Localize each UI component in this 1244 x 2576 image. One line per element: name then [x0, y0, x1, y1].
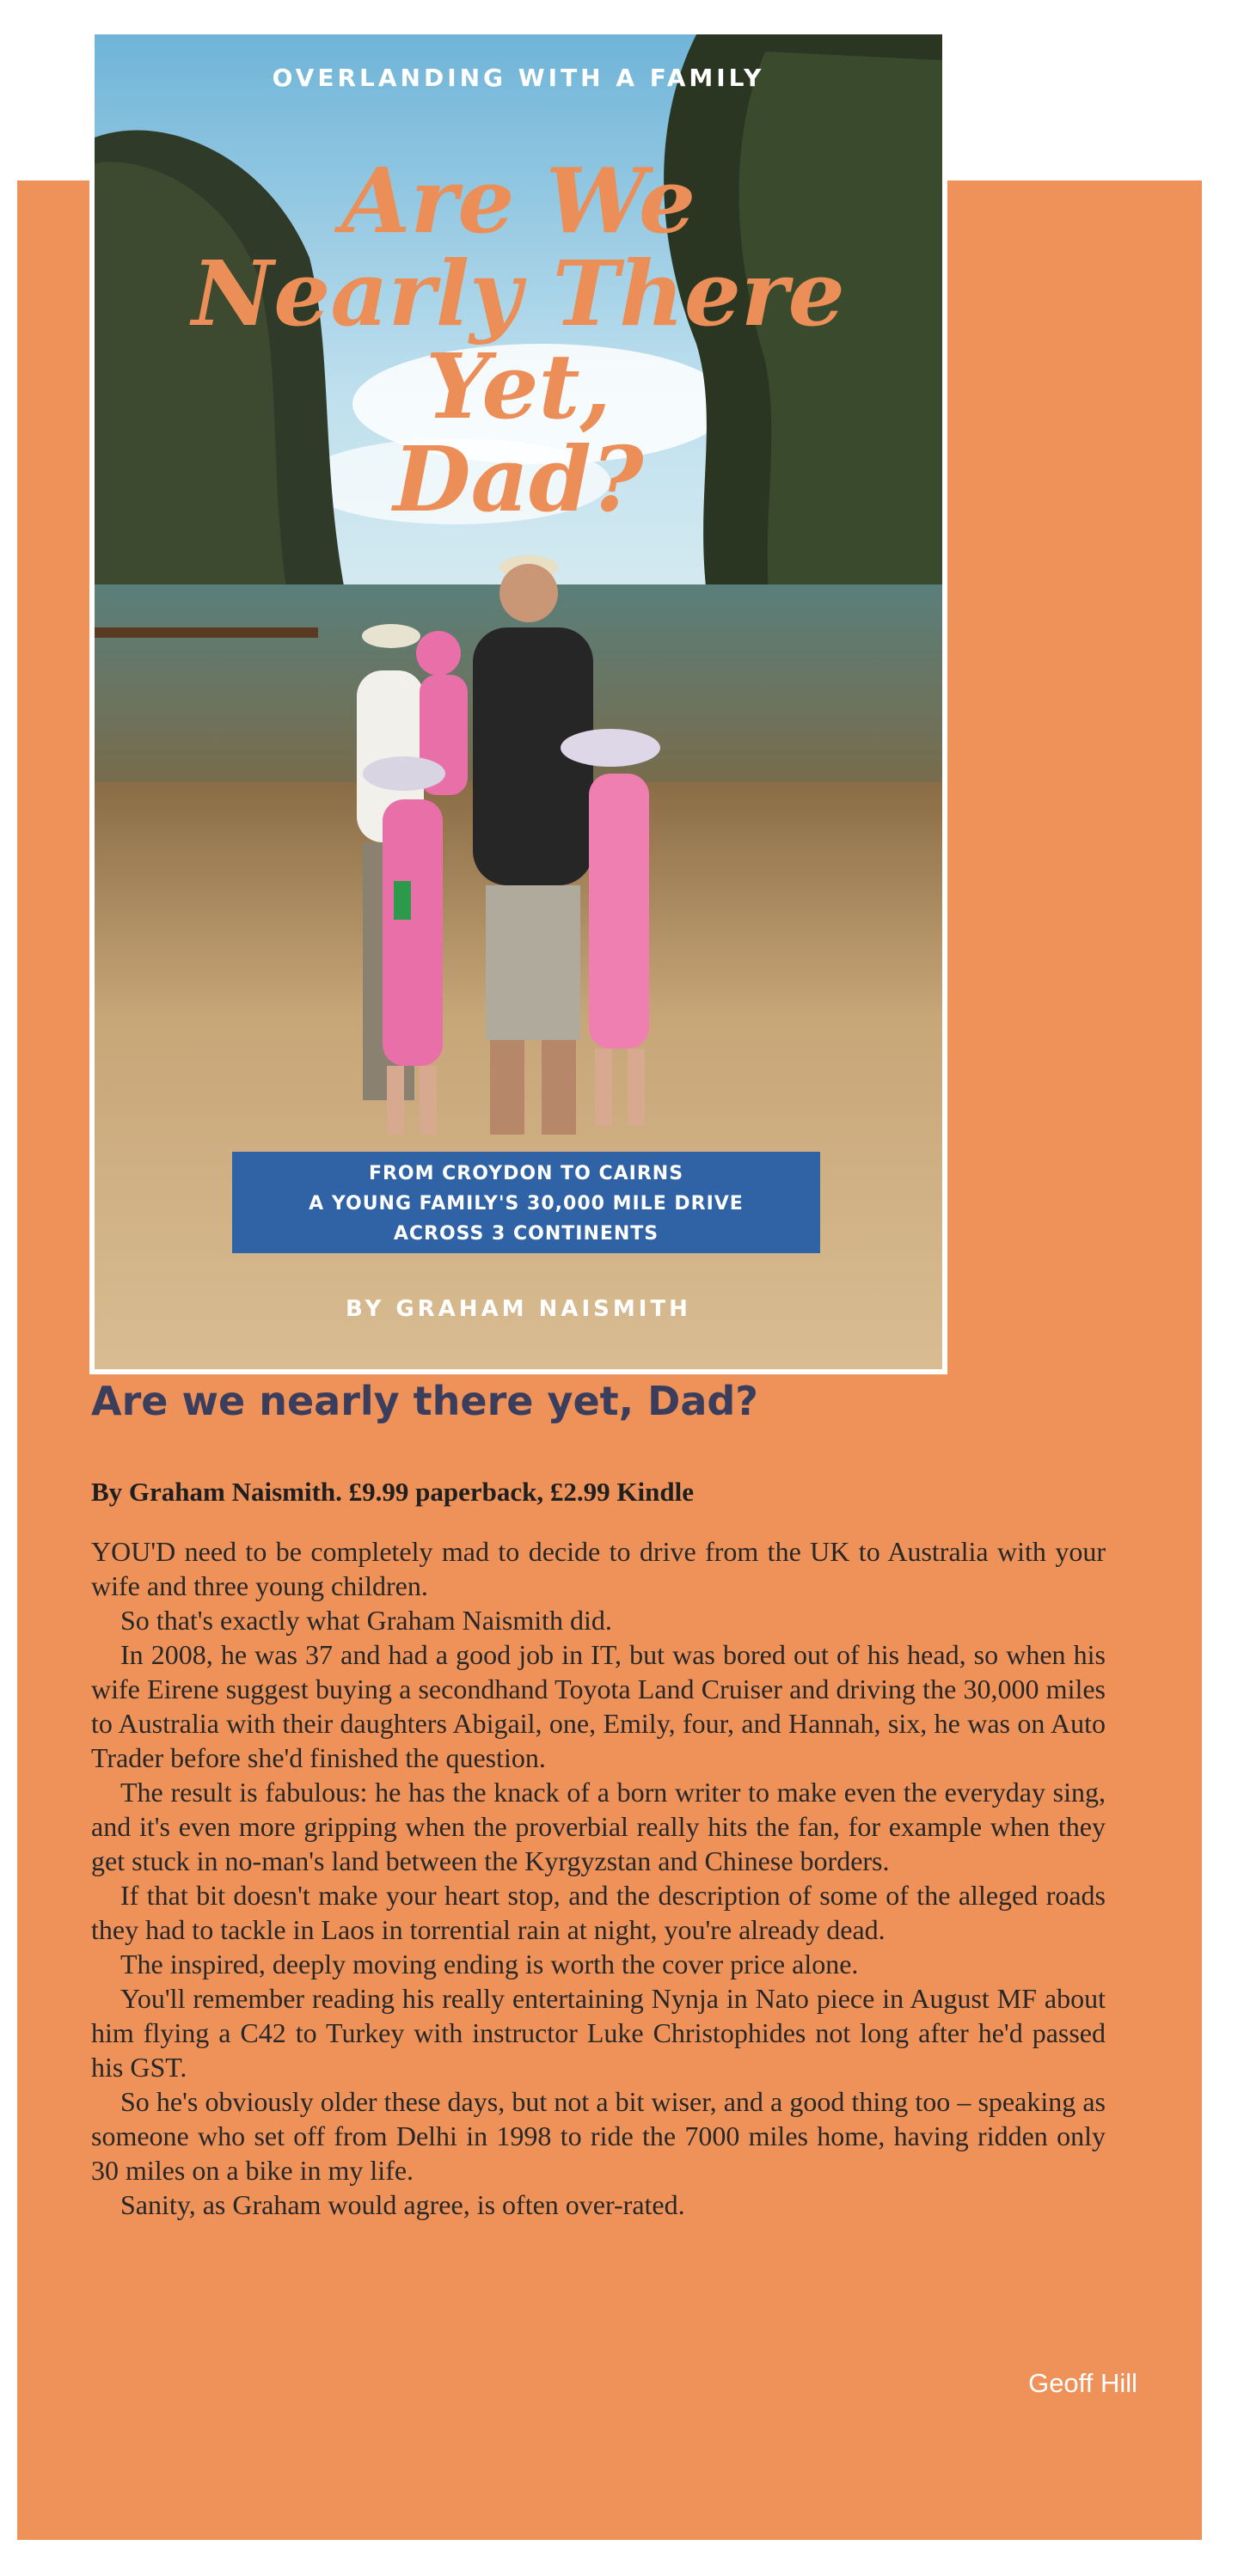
book-cover [89, 29, 947, 1374]
cover-subtitle-line: ACROSS 3 CONTINENTS [393, 1223, 659, 1245]
article-paragraph: So he's obviously older these days, but not a bit wiser, and a good thing too – speaking as someone who set off from Delhi in 1998 to ride the 7000 miles home, having ridden only 30 miles on a bike in my life. [91, 2086, 1106, 2186]
article-paragraph: The inspired, deeply moving ending is worth the cover price alone. [120, 1949, 859, 1979]
article-paragraph: So that's exactly what Graham Naismith did. [120, 1605, 612, 1636]
cover-author: BY GRAHAM NAISMITH [346, 1296, 691, 1322]
article-body [91, 1534, 1106, 2222]
article-paragraph: Sanity, as Graham would agree, is often over-rated. [120, 2189, 685, 2220]
article-paragraph: The result is fabulous: he has the knack of a born writer to make even the everyday sing, and it's even more gripping when the proverbial really hits the fan, for example when they get stuck in no-man's land between the Kyrgyzstan and Chinese borders. [91, 1777, 1106, 1876]
article-signoff: Geoff Hill [1028, 2368, 1137, 2398]
article-headline: Are we nearly there yet, Dad? [91, 1378, 758, 1424]
cover-subtitle-line: FROM CROYDON TO CAIRNS [368, 1163, 684, 1184]
cover-title-line: Are We [340, 148, 696, 254]
cover-subtitle-line: A YOUNG FAMILY'S 30,000 MILE DRIVE [309, 1193, 744, 1215]
article-paragraph: If that bit doesn't make your heart stop, and the description of some of the alleged roads they had to tackle in Laos in torrential rain at night, you're already dead. [91, 1880, 1106, 1945]
article-paragraph: YOU'D need to be completely mad to decide to drive from the UK to Australia with your wife and three young children. [91, 1536, 1106, 1601]
cover-title-line: Nearly There Yet, [192, 241, 845, 439]
cover-kicker: OVERLANDING WITH A FAMILY [272, 64, 765, 92]
cover-title-line: Dad? [393, 426, 644, 532]
article-byline: By Graham Naismith. £9.99 paperback, £2.99 Kindle [91, 1477, 694, 1507]
article-paragraph: You'll remember reading his really entertaining Nynja in Nato piece in August MF about him flying a C42 to Turkey with instructor Luke Christophides not long after he'd passed his GST. [91, 1983, 1106, 2083]
article-paragraph: In 2008, he was 37 and had a good job in IT, but was bored out of his head, so when his wife Eirene suggest buying a secondhand Toyota Land Cruiser and driving the 30,000 miles to Australia with their daughters Abigail, one, Emily, four, and Hannah, six, he was on Auto Trader before she'd finished the question. [91, 1639, 1106, 1773]
cover-title [95, 148, 942, 532]
cover-subtitle-box [232, 1152, 820, 1253]
